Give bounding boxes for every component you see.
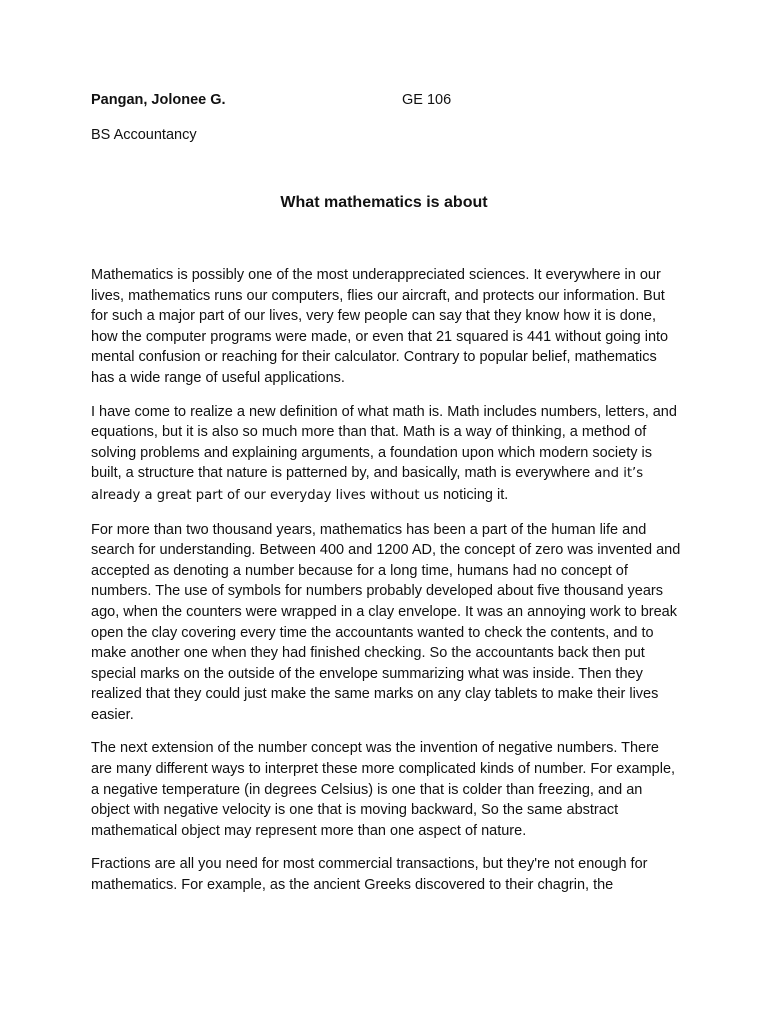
paragraph-2-end: noticing it. — [438, 486, 509, 503]
document-body — [91, 265, 681, 909]
paragraph-4: The next extension of the number concept was the invention of negative numbers. There are many different ways to interpret these more complicated kinds of number. For example, a negative temperature (in degrees Celsius) is one that is colder than freezing, and an object with negative velocity is one that is moving backward, So the same abstract mathematical object may represent more than one aspect of nature. — [91, 740, 676, 839]
header-row — [91, 92, 691, 112]
paragraph-2-start: I have come to realize a new definition of what math is. Math includes numbers, letters, and equations, but it is also so much more than that. Math is a way of thinking, a method of solving problems and explaining arguments, a foundation upon which modern society is built, a structure that nature is patterned by, and basically, math is everywhere — [91, 403, 677, 482]
document-title: What mathematics is about — [280, 194, 488, 211]
author-name: Pangan, Jolonee G. — [91, 92, 226, 108]
paragraph-2-alt-font-span: and it’s already a great part of our everyday lives without us — [91, 466, 644, 503]
paragraph-3: For more than two thousand years, mathematics has been a part of the human life and search for understanding. Between 400 and 1200 AD, the concept of zero was invented and accepted as denoting a number because for a long time, humans had no concept of numbers. The use of symbols for numbers probably developed about five thousand years ago, when the counters were wrapped in a clay envelope. It was an annoying work to break open the clay covering every time the accountants wanted to check the contents, and to make another one when they had finished checking. So the accountants back then put special marks on the outside of the envelope summarizing what was inside. Then they realized that they could just make the same marks on any clay tablets to make their lives easier. — [91, 521, 681, 723]
paragraph-5: Fractions are all you need for most commercial transactions, but they're not enough for mathematics. For example, as the ancient Greeks discovered to their chagrin, the — [91, 856, 648, 894]
paragraph-2 — [91, 402, 681, 507]
course-code: GE 106 — [402, 92, 452, 108]
paragraph-1: Mathematics is possibly one of the most underappreciated sciences. It everywhere in our lives, mathematics runs our computers, flies our aircraft, and protects our information. But for such a major part of our lives, very few people can say that they know how it is done, how the computer programs were made, or even that 21 squared is 441 without going into mental confusion or reaching for their calculator. Contrary to popular belief, mathematics has a wide range of useful applications. — [91, 267, 669, 386]
program-name: BS Accountancy — [91, 127, 197, 143]
